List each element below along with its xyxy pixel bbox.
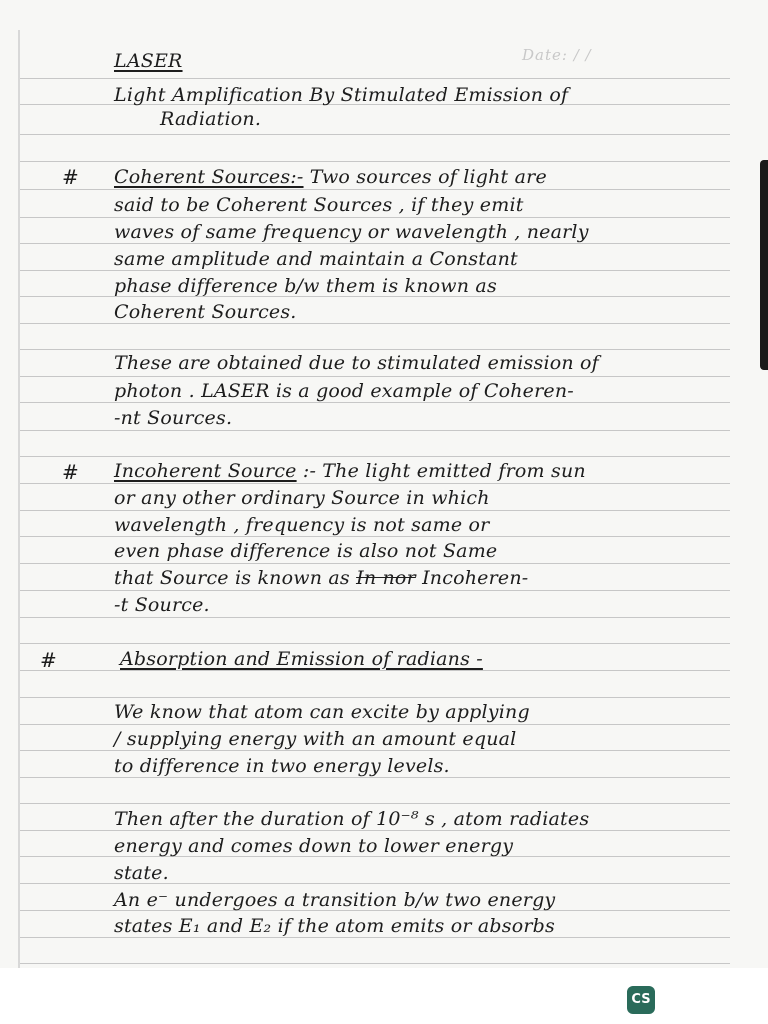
ruled-line xyxy=(20,643,730,644)
ruled-line xyxy=(20,536,730,537)
text-fragment: Two sources of light are xyxy=(303,166,547,188)
hash-marker: # xyxy=(62,460,79,484)
text-line: Coherent Sources. xyxy=(114,301,297,323)
ruled-line xyxy=(20,323,730,324)
incoherent-source-heading: Incoherent Source xyxy=(114,460,297,482)
ruled-line xyxy=(20,617,730,618)
text-line: -t Source. xyxy=(114,594,210,616)
date-label: Date: / / xyxy=(522,46,592,64)
text-fragment: Incoheren- xyxy=(415,567,529,589)
text-line: / supplying energy with an amount equal xyxy=(114,728,517,750)
text-line: energy and comes down to lower energy xyxy=(114,835,514,857)
text-line: or any other ordinary Source in which xyxy=(114,487,490,509)
text-line: -nt Sources. xyxy=(114,407,233,429)
ruled-line xyxy=(20,590,730,591)
ruled-line xyxy=(20,376,730,377)
ruled-line xyxy=(20,189,730,190)
margin-line xyxy=(18,30,20,974)
text-line: Light Amplification By Stimulated Emission of xyxy=(114,84,569,106)
text-line: even phase difference is also not Same xyxy=(114,540,498,562)
struck-text: In nor xyxy=(356,567,416,589)
ruled-line xyxy=(20,134,730,135)
text-line: states E₁ and E₂ if the atom emits or absorbs xyxy=(114,915,555,937)
text-line: We know that atom can excite by applying xyxy=(114,701,530,723)
page-edge-shadow xyxy=(760,160,768,370)
text-line: state. xyxy=(114,862,169,884)
hash-marker: # xyxy=(62,165,79,189)
text-line: to difference in two energy levels. xyxy=(114,755,450,777)
ruled-line xyxy=(20,563,730,564)
ruled-line xyxy=(20,402,730,403)
text-line: same amplitude and maintain a Constant xyxy=(114,248,518,270)
text-line: photon . LASER is a good example of Coheren- xyxy=(114,380,574,402)
text-line: said to be Coherent Sources , if they emit xyxy=(114,194,524,216)
ruled-line xyxy=(20,510,730,511)
page-title: LASER xyxy=(114,50,183,72)
text-fragment: that Source is known as xyxy=(114,567,350,589)
camscanner-logo: CS xyxy=(627,986,655,1014)
text-line: Then after the duration of 10⁻⁸ s , atom radiates xyxy=(114,808,590,830)
text-line: Radiation. xyxy=(160,108,262,130)
ruled-line xyxy=(20,830,730,831)
text-line: An e⁻ undergoes a transition b/w two energy xyxy=(114,889,556,911)
ruled-line xyxy=(20,963,730,964)
text-line: These are obtained due to stimulated emission of xyxy=(114,352,599,374)
ruled-line xyxy=(20,78,730,79)
text-line: phase difference b/w them is known as xyxy=(114,275,497,297)
ruled-line xyxy=(20,670,730,671)
ruled-line xyxy=(20,270,730,271)
text-line: waves of same frequency or wavelength , nearly xyxy=(114,221,589,243)
ruled-line xyxy=(20,217,730,218)
ruled-line xyxy=(20,777,730,778)
ruled-line xyxy=(20,430,730,431)
ruled-line xyxy=(20,456,730,457)
ruled-line xyxy=(20,243,730,244)
ruled-line xyxy=(20,483,730,484)
ruled-line xyxy=(20,750,730,751)
coherent-sources-heading: Coherent Sources:- xyxy=(114,166,304,188)
ruled-line xyxy=(20,697,730,698)
ruled-line xyxy=(20,803,730,804)
text-line: wavelength , frequency is not same or xyxy=(114,514,490,536)
ruled-line xyxy=(20,937,730,938)
ruled-line xyxy=(20,161,730,162)
text-fragment: :- The light emitted from sun xyxy=(296,460,586,482)
ruled-line xyxy=(20,349,730,350)
ruled-line xyxy=(20,724,730,725)
absorption-emission-heading: Absorption and Emission of radians - xyxy=(120,648,483,670)
hash-marker: # xyxy=(40,648,57,672)
